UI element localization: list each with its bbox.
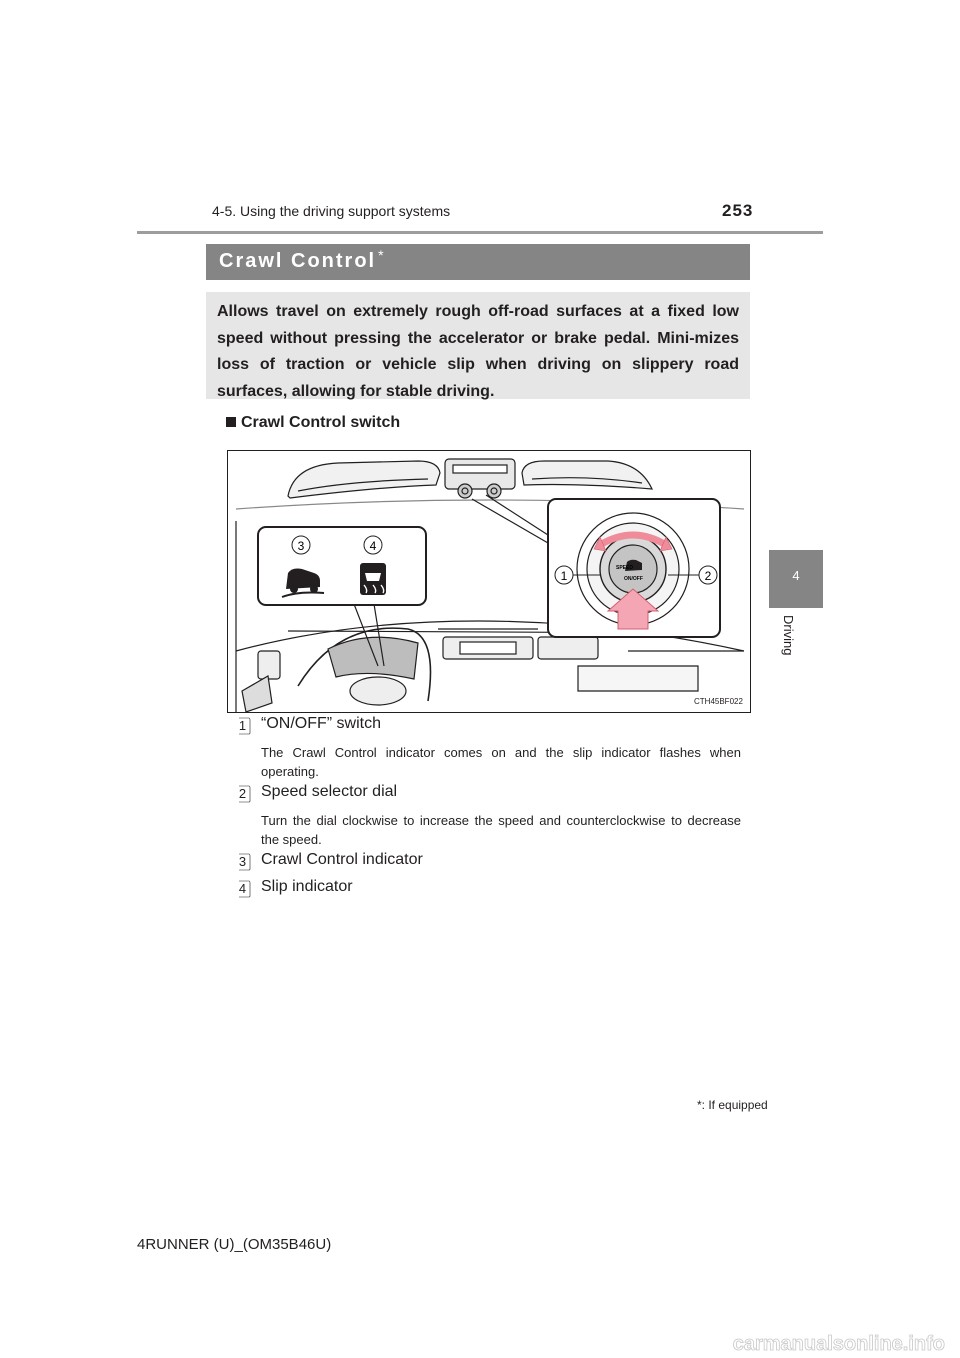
dial-label-onoff: ON/OFF (624, 576, 643, 582)
page-number: 253 (722, 201, 754, 220)
svg-text:carmanualsonline.info: carmanualsonline.info (732, 1333, 945, 1355)
intro-text: Allows travel on extremely rough off-road surfaces at a fixed low speed without pressing the accelerator or brake pedal. Mini-mizes loss of traction or vehicle slip when driving on slippery road surfaces, allowing for stable driving. (217, 303, 739, 400)
item-number-4: 4 (237, 880, 251, 898)
svg-text:2: 2 (704, 569, 712, 583)
page-title: Crawl Control * (219, 247, 384, 272)
item-title-on-off-switch: “ON/OFF” switch (261, 715, 381, 732)
item-desc-on-off-switch: The Crawl Control indicator comes on and the slip indicator flashes when operating. (261, 745, 741, 779)
item-title-speed-selector-dial: Speed selector dial (261, 783, 398, 800)
asterisk-mark: * (378, 247, 384, 263)
section-title: 4-5. Using the driving support systems (212, 203, 451, 219)
item-title-slip-indicator: Slip indicator (261, 878, 353, 895)
dial-label-speed: SPEED (616, 565, 633, 571)
item-number-2: 2 (237, 785, 251, 803)
footnote: *: If equipped (697, 1098, 768, 1112)
chapter-label: Driving (781, 615, 796, 656)
footer-model-code: 4RUNNER (U)_(OM35B46U) (137, 1236, 332, 1253)
svg-text:3: 3 (297, 539, 305, 553)
svg-text:1: 1 (560, 569, 568, 583)
subheading: Crawl Control switch (226, 414, 400, 432)
item-number-1: 1 (237, 717, 251, 735)
item-desc-speed-selector-dial: Turn the dial clockwise to increase the speed and counterclockwise to decrease the speed. (261, 813, 741, 847)
svg-text:4: 4 (369, 539, 377, 553)
footnote-mark: * (697, 1098, 702, 1112)
item-number-3: 3 (237, 853, 251, 871)
chapter-number: 4 (792, 568, 800, 583)
figure-code: CTH45BF022 (694, 697, 743, 706)
item-title-crawl-control-indicator: Crawl Control indicator (261, 851, 423, 868)
